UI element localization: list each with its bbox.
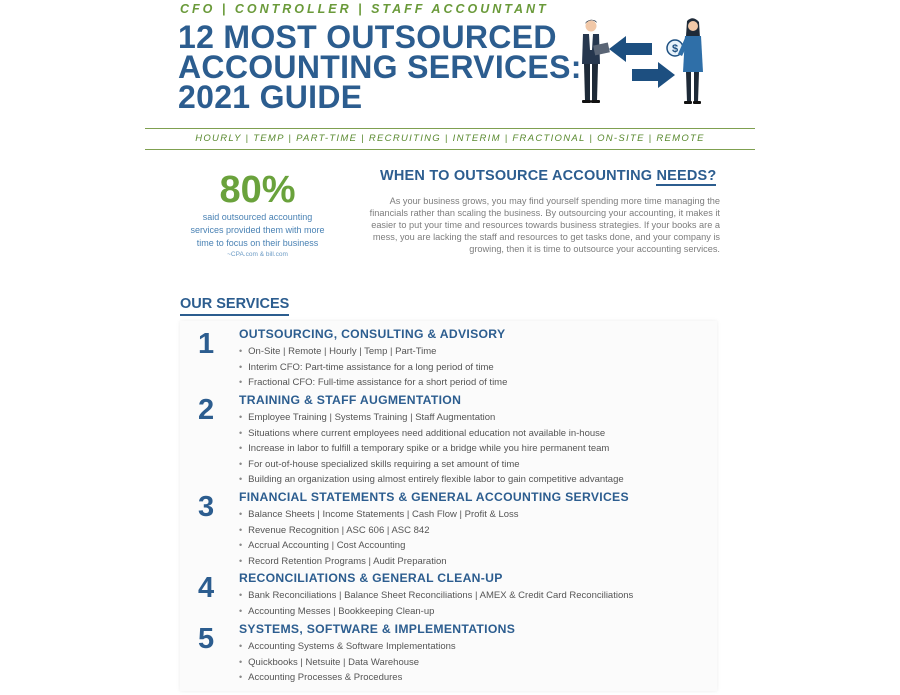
- bottom-divider: [145, 149, 755, 150]
- title-line-1: 12 MOST OUTSOURCED: [178, 19, 557, 55]
- service-item: • Accounting Messes | Bookkeeping Clean-up: [239, 604, 633, 620]
- exchange-arrows: [609, 36, 675, 88]
- service-item: • Balance Sheets | Income Statements | Cash Flow | Profit & Loss: [239, 507, 519, 523]
- service-item: • Employee Training | Systems Training | Staff Augmentation: [239, 410, 624, 426]
- when-body: As your business grows, you may find yourself spending more time managing the financials rather than scaling the business. By outsourcing your accounting, it makes it easier to put your time and resources towards business strategies. If your books are a mess, you are lacking the staff and resources to get tasks done, and your company is growing, then it is time to outsource your accounting services.: [369, 196, 720, 255]
- top-divider: [145, 128, 755, 129]
- service-items: [239, 410, 624, 488]
- stat-description: said outsourced accounting services provided them with more time to focus on their business: [190, 212, 325, 248]
- svg-text:$: $: [671, 43, 679, 55]
- service-number: 5: [198, 623, 215, 655]
- service-items: [239, 639, 456, 686]
- service-item: • Situations where current employees need additional education not available in-house: [239, 426, 624, 442]
- service-item: • Increase in labor to fulfill a temporary spike or a bridge while you hire permanent team: [239, 441, 624, 457]
- service-title: OUTSOURCING, CONSULTING & ADVISORY: [239, 327, 506, 341]
- title-line-3: 2021 GUIDE: [178, 79, 363, 115]
- stat-callout: [190, 170, 325, 258]
- service-number: 2: [198, 394, 215, 426]
- when-heading-text: WHEN TO OUTSOURCE ACCOUNTING: [380, 168, 657, 184]
- page-title: [178, 19, 582, 115]
- businessman-figure: [582, 20, 610, 103]
- outsourcing-exchange-illustration: [572, 16, 712, 111]
- roles-tagline: CFO | CONTROLLER | STAFF ACCOUNTANT: [180, 2, 549, 16]
- service-title: TRAINING & STAFF AUGMENTATION: [239, 393, 462, 407]
- service-title: SYSTEMS, SOFTWARE & IMPLEMENTATIONS: [239, 622, 516, 636]
- service-number: 3: [198, 491, 215, 523]
- stat-value: 80%: [219, 169, 296, 211]
- service-item: • Accounting Processes & Procedures: [239, 670, 456, 686]
- services-heading: OUR SERVICES: [180, 296, 289, 316]
- when-heading-underlined: NEEDS?: [656, 168, 717, 184]
- service-item: • Quickbooks | Netsuite | Data Warehouse: [239, 655, 456, 671]
- service-item: • Accrual Accounting | Cost Accounting: [239, 538, 519, 554]
- service-item: • Accounting Systems & Software Implementations: [239, 639, 456, 655]
- service-item: • Bank Reconciliations | Balance Sheet Reconciliations | AMEX & Credit Card Reconciliations: [239, 588, 633, 604]
- service-item: • Record Retention Programs | Audit Preparation: [239, 554, 519, 570]
- service-item: • Fractional CFO: Full-time assistance for a short period of time: [239, 375, 507, 391]
- stat-source: ~CPA.com & bill.com: [227, 251, 288, 258]
- service-title: RECONCILIATIONS & GENERAL CLEAN-UP: [239, 571, 503, 585]
- work-types-bar: HOURLY | TEMP | PART-TIME | RECRUITING | INTERIM | FRACTIONAL | ON-SITE | REMOTE: [195, 133, 705, 144]
- service-item: • On-Site | Remote | Hourly | Temp | Part-Time: [239, 344, 507, 360]
- service-items: [239, 588, 633, 619]
- service-items: [239, 344, 507, 391]
- service-item: • For out-of-house specialized skills requiring a set amount of time: [239, 457, 624, 473]
- businesswoman-figure: [678, 18, 703, 104]
- service-number: 4: [198, 572, 215, 604]
- service-number: 1: [198, 328, 215, 360]
- when-heading: [380, 168, 716, 184]
- service-item: • Building an organization using almost entirely flexible labor to gain competitive advantage: [239, 472, 624, 488]
- service-item: • Revenue Recognition | ASC 606 | ASC 842: [239, 523, 519, 539]
- service-title: FINANCIAL STATEMENTS & GENERAL ACCOUNTING SERVICES: [239, 490, 629, 504]
- service-items: [239, 507, 519, 569]
- service-item: • Interim CFO: Part-time assistance for a long period of time: [239, 360, 507, 376]
- title-line-2: ACCOUNTING SERVICES:: [178, 49, 582, 85]
